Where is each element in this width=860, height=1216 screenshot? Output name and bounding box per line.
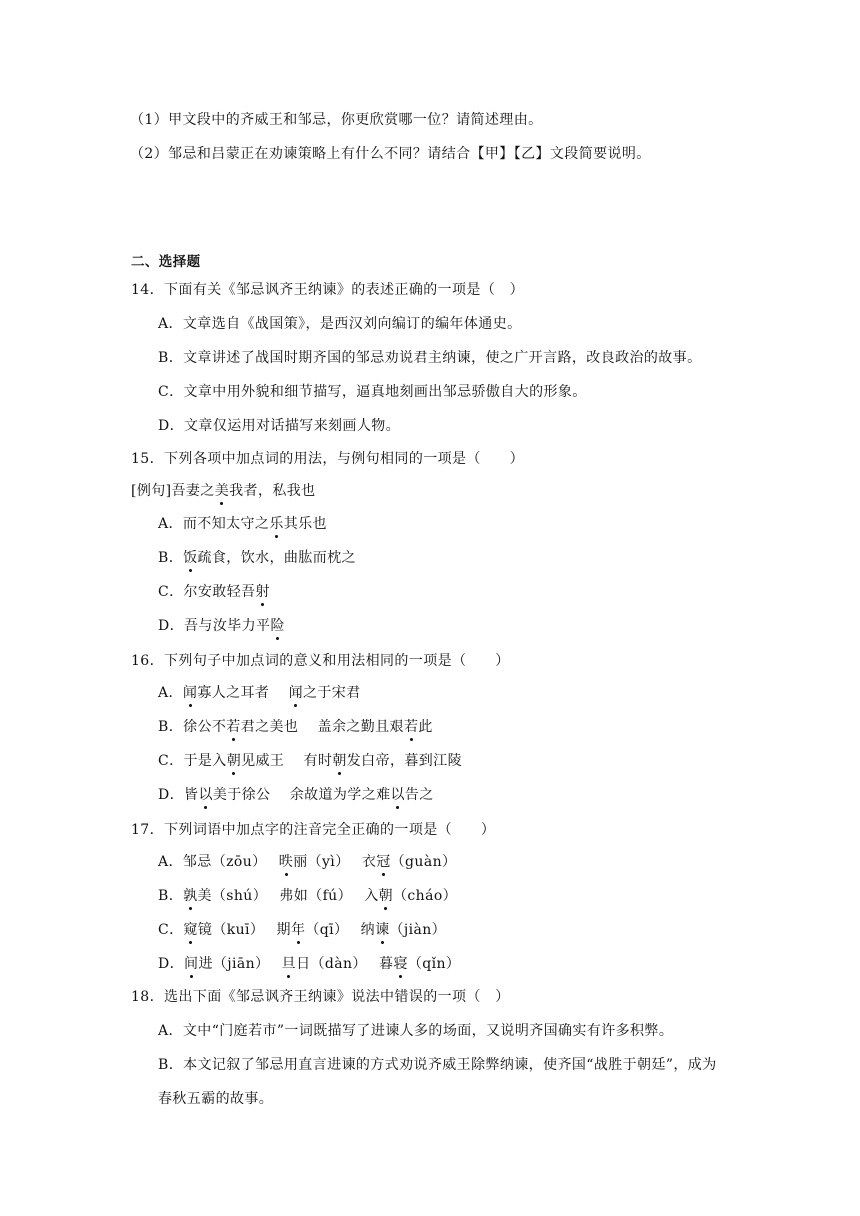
- dotted-word: 闻: [288, 685, 303, 701]
- question-18-option-b: B．本文记叙了邹忌用直言进谏的方式劝说齐威王除弊纳谏，使齐国“战胜于朝廷”，成为春秋五霸的故事。: [158, 1057, 717, 1107]
- question-15-option-d: D．吾与汝毕力平险: [158, 618, 285, 634]
- question-14-stem: 14．下面有关《邹忌讽齐王纳谏》的表述正确的一项是（ ）: [131, 282, 525, 298]
- dotted-word: 乐: [269, 516, 284, 532]
- question-15-option-a: A．而不知太守之乐其乐也: [158, 516, 327, 532]
- dotted-word: 寝: [393, 956, 408, 972]
- sub-question-1: （1）甲文段中的齐威王和邹忌，你更欣赏哪一位？请简述理由。: [130, 112, 543, 128]
- dotted-word: 昳: [278, 854, 294, 870]
- question-15-example: [例句]吾妻之美我者，私我也: [131, 483, 316, 499]
- question-16-option-b: B．徐公不若君之美也 盖余之勤且艰若此: [158, 719, 433, 735]
- dotted-word: 朝: [226, 753, 242, 769]
- dotted-word: 闻: [182, 685, 198, 701]
- dotted-word: 窥: [183, 922, 198, 938]
- question-17-option-d: D．间进（jiān） 旦日（dàn） 暮寝（qǐn）: [158, 956, 461, 972]
- question-16-option-a: A．闻寡人之耳者 闻之于宋君: [158, 685, 361, 701]
- dotted-word: 美: [214, 483, 230, 499]
- dotted-word: 孰: [183, 888, 198, 904]
- question-14-option-b: B．文章讲述了战国时期齐国的邹忌劝说君主纳谏，使之广开言路，改良政治的故事。: [158, 350, 702, 366]
- dotted-word: 险: [270, 618, 285, 634]
- question-17-option-b: B．孰美（shú） 弗如（fú） 入朝（cháo）: [158, 888, 458, 904]
- dotted-word: 朝: [378, 888, 394, 904]
- dotted-word: 以: [390, 787, 405, 803]
- question-15-stem: 15．下列各项中加点词的用法，与例句相同的一项是（ ）: [131, 451, 525, 467]
- question-16-stem: 16．下列句子中加点词的意义和用法相同的一项是（ ）: [131, 653, 510, 669]
- dotted-word: 射: [255, 584, 270, 600]
- sub-question-2: （2）邹忌和吕蒙正在劝谏策略上有什么不同？请结合【甲】【乙】文段简要说明。: [130, 146, 651, 162]
- dotted-word: 饭: [183, 550, 198, 566]
- question-17-option-c: C．窥镜（kuī） 期年（qī） 纳谏（jiàn）: [158, 922, 447, 938]
- question-14-option-a: A．文章选自《战国策》，是西汉刘向编订的编年体通史。: [158, 316, 522, 332]
- question-18-option-a: A．文中“门庭若市”一词既描写了进谏人多的场面，又说明齐国确实有许多积弊。: [158, 1023, 674, 1039]
- section-title: 二、选择题: [131, 254, 201, 270]
- question-14-option-d: D．文章仅运用对话描写来刻画人物。: [158, 418, 401, 434]
- dotted-word: 朝: [332, 753, 347, 769]
- question-17-option-a: A．邹忌（zōu） 昳丽（yì） 衣冠（guàn）: [158, 854, 457, 870]
- dotted-word: 间: [184, 956, 199, 972]
- question-14-option-c: C．文章中用外貌和细节描写，逼真地刻画出邹忌骄傲自大的形象。: [158, 384, 587, 400]
- dotted-word: 冠: [376, 854, 391, 870]
- dotted-word: 年: [290, 922, 306, 938]
- question-15-option-c: C．尔安敢轻吾射: [158, 584, 270, 600]
- question-18-stem: 18．选出下面《邹忌讽齐王纳谏》说法中错误的一项（ ）: [131, 989, 510, 1005]
- question-17-stem: 17．下列词语中加点字的注音完全正确的一项是（ ）: [131, 822, 496, 838]
- dotted-word: 谏: [375, 922, 390, 938]
- question-15-option-b: B．饭疏食，饮水，曲肱而枕之: [158, 550, 356, 566]
- question-16-option-c: C．于是入朝见威王 有时朝发白帝，暮到江陵: [158, 753, 462, 769]
- dotted-word: 若: [403, 719, 419, 735]
- dotted-word: 旦: [281, 956, 297, 972]
- dotted-word: 若: [226, 719, 241, 735]
- dotted-word: 以: [198, 787, 213, 803]
- question-16-option-d: D．皆以美于徐公 余故道为学之难以告之: [158, 787, 434, 803]
